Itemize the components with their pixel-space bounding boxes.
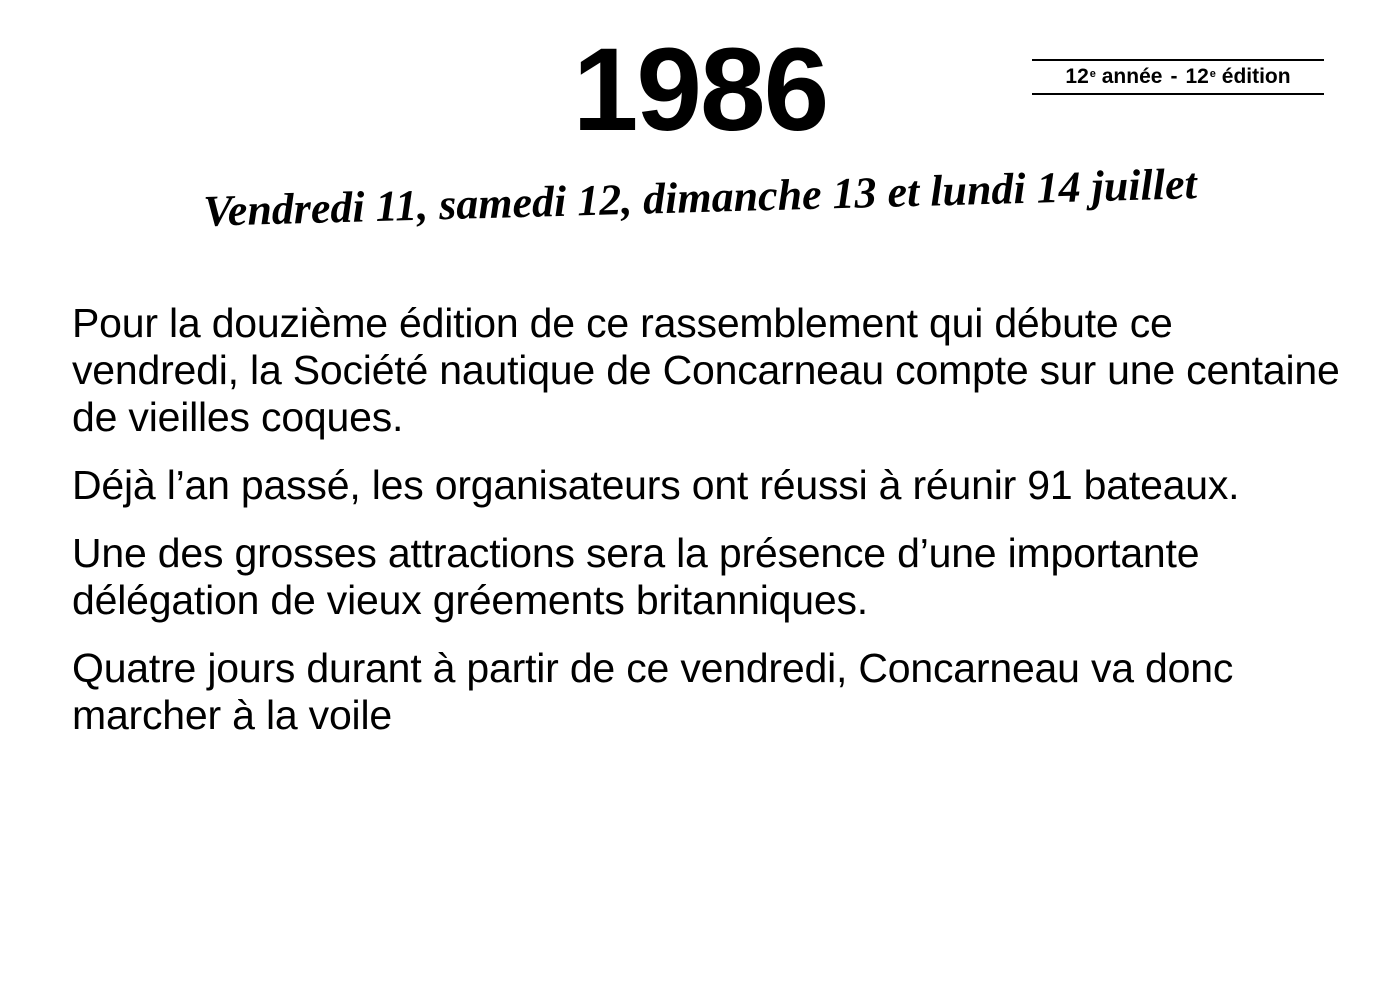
edition-number-superscript: e — [1209, 68, 1216, 80]
edition-year-superscript: e — [1089, 68, 1096, 80]
article-body — [72, 300, 1342, 760]
event-dates-subtitle: Vendredi 11, samedi 12, dimanche 13 et lundi 14 juillet — [202, 159, 1198, 236]
article-paragraph-2: Déjà l’an passé, les organisateurs ont réussi à réunir 91 bateaux. — [72, 462, 1240, 508]
edition-year-word: année — [1101, 65, 1163, 88]
article-paragraph-3: Une des grosses attractions sera la présence d’une importante délégation de vieux gréements britanniques. — [72, 530, 1200, 623]
article-paragraph-1: Pour la douzième édition de ce rassemblement qui débute ce vendredi, la Société nautique de Concarneau compte sur une centaine de vieilles coques. — [72, 300, 1340, 440]
edition-number: 12 — [1185, 65, 1209, 88]
article-paragraph-4: Quatre jours durant à partir de ce vendredi, Concarneau va donc marcher à la voile — [72, 645, 1234, 738]
edition-separator: - — [1170, 65, 1178, 88]
edition-badge — [1032, 59, 1324, 95]
edition-year-number: 12 — [1065, 65, 1089, 88]
edition-word: édition — [1221, 65, 1291, 88]
page-title-year: 1986 — [572, 24, 828, 156]
